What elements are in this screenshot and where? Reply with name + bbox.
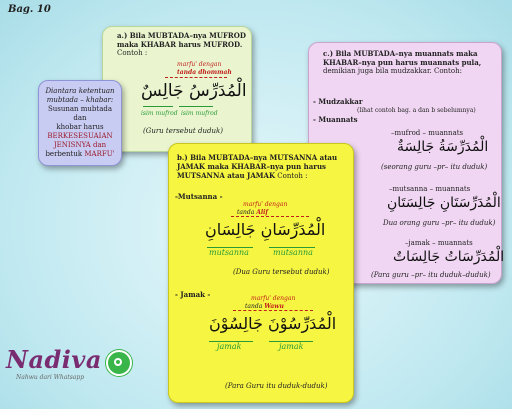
card-b-contoh: Contoh : (277, 172, 308, 180)
mutsanna-marker (231, 216, 309, 217)
jamak-marker (233, 310, 313, 311)
card-b-title-3: MUTSANNA atau JAMAK (177, 171, 276, 180)
jamak-arabic: الْمُدَرِّسُوْنَ جَالِسُوْنَ (209, 314, 337, 333)
side-line-6: JENISNYA dan (53, 141, 107, 149)
card-c-ex1-arabic: الْمُدَرِّسَةُ جَالِسَةٌ (397, 139, 489, 155)
card-a-note-2: tanda dhommah (177, 69, 232, 76)
card-a-note-1: marfu' dengan (177, 61, 222, 68)
card-a-title-2: maka KHABAR harus MUFROD. (117, 40, 243, 49)
jamak-label-1: jamak (217, 342, 242, 351)
card-c-ex1-translation: (seorang guru –pr– itu duduk) (381, 163, 488, 171)
card-c-mudzakkar-note: (lihat contoh bag. a dan b sebelumnya) (357, 107, 476, 114)
whatsapp-icon (106, 350, 132, 376)
side-line-2: mubtada – khabar: (46, 96, 114, 104)
logo-name: Nadiva (6, 345, 102, 374)
side-line-1: Diantara ketentuan (45, 87, 115, 95)
card-a-label-1: isim mufrod (141, 110, 178, 117)
jamak-label-2: jamak (279, 342, 304, 351)
side-line-7b: MARFU' (84, 150, 115, 158)
card-a-translation: (Guru tersebut duduk) (143, 127, 223, 135)
page-label: Bag. 10 (8, 4, 51, 15)
card-c-mudzakkar: - Mudzakkar (313, 97, 363, 106)
card-c-title-1: c.) Bila MUBTADA–nya muannats maka (323, 49, 478, 58)
card-a-underline-1 (143, 106, 173, 107)
card-a-marker (165, 77, 227, 78)
card-c-ex3-arabic: الْمُدَرِّسَاتُ جَالِسَاتٌ (393, 249, 505, 265)
card-c-ex3-translation: (Para guru –pr– itu duduk–duduk) (371, 271, 491, 279)
card-c-ex2-head: –mutsanna – muannats (389, 185, 471, 193)
card-c-muannats: - Muannats (313, 115, 358, 124)
logo-tagline: Nahwu dari Whatsapp (16, 374, 85, 381)
side-line-7: berbentuk (45, 150, 83, 158)
side-line-3: Susunan mubtada dan (47, 105, 113, 122)
card-a-arabic: الْمُدَرِّسُ جَالِسٌ (141, 81, 247, 101)
card-c-ex3-head: –jamak – muannats (405, 239, 473, 247)
mutsanna-label-2: mutsanna (273, 248, 313, 257)
mutsanna-heading: -Mutsanna - (175, 192, 223, 201)
side-line-5: BERKESESUAIAN (47, 132, 113, 140)
card-mufrod (102, 26, 252, 152)
mutsanna-label-1: mutsanna (209, 248, 249, 257)
card-c-ex2-arabic: الْمُدَرِّسَتَانِ جَالِسَتَانِ (387, 195, 501, 211)
mutsanna-note-1: marfu' dengan (243, 201, 288, 208)
mutsanna-translation: (Dua Guru tersebut duduk) (233, 268, 330, 276)
jamak-translation: (Para Guru itu duduk-duduk) (225, 382, 328, 390)
card-a-label-2: isim mufrod (181, 110, 218, 117)
jamak-note-1: marfu' dengan (251, 295, 296, 302)
card-c-title-3: demikian juga bila mudzakkar. Contoh: (323, 67, 462, 75)
rule-note-card (38, 80, 122, 166)
card-c-ex2-translation: Dua orang guru –pr– itu duduk) (383, 219, 496, 227)
card-mutsanna-jamak (168, 143, 354, 403)
card-a-underline-2 (179, 106, 213, 107)
card-c-ex1-head: –mufrod – muannats (391, 129, 464, 137)
card-a-title-1: a.) Bila MUBTADA–nya MUFROD (117, 31, 246, 40)
mutsanna-note-alif: Alif (256, 209, 268, 216)
card-b-title-1: b.) Bila MUBTADA–nya MUTSANNA atau (177, 153, 338, 162)
jamak-heading: - Jamak - (175, 290, 211, 299)
jamak-note-2: tanda (245, 303, 263, 310)
side-line-4: khobar harus (56, 123, 104, 131)
card-c-title-2: KHABAR–nya pun harus muannats pula, (323, 58, 482, 67)
card-b-title-2: JAMAK maka KHABAR–nya pun harus (177, 162, 326, 171)
nadiva-logo (6, 345, 102, 381)
jamak-note-wawu: Wawu (264, 303, 284, 310)
mutsanna-note-2: tanda (237, 209, 255, 216)
mutsanna-arabic: الْمُدَرِّسَانِ جَالِسَانِ (205, 220, 326, 239)
card-a-contoh: Contoh : (117, 49, 148, 57)
